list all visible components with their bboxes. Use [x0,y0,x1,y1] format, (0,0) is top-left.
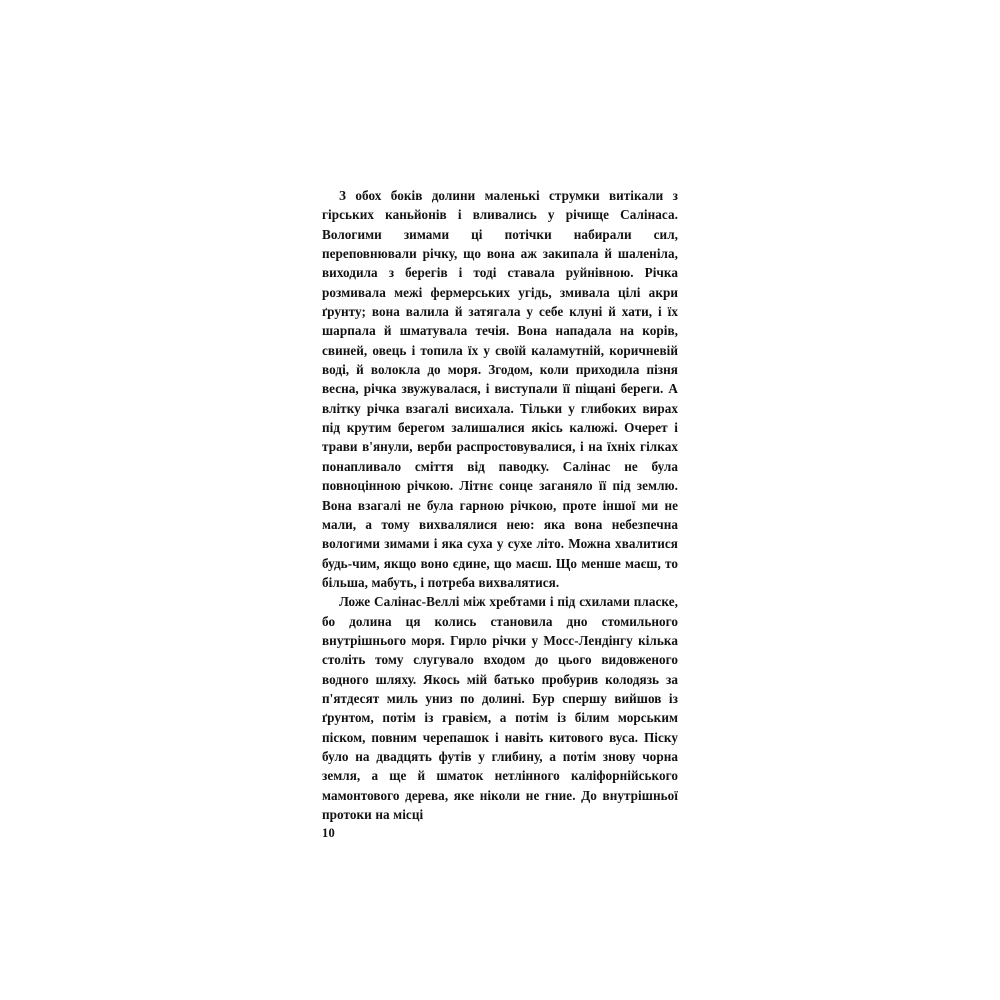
body-text [322,186,678,824]
paragraph-1: З обох боків долини маленькі струмки витікали з гірських каньйонів і вливались у річище Салінаса. Вологими зимами ці потічки набирали сил, переповнювали річку, що вона аж закипала й шаленіла, виходила з берегів і тоді ставала руйнівною. Річка розмивала межі фермерських угідь, змивала цілі акри ґрунту; вона валила й затягала у себе клуні й хати, і їх шарпала й шматувала течія. Вона нападала на корів, свиней, овець і топила їх у своїй каламутній, коричневій воді, й волокла до моря. Згодом, коли приходила пізня весна, річка звужувалася, і виступали її піщані береги. А влітку річка взагалі висихала. Тільки у глибоких вирах під крутим берегом залишалися якісь калюжі. Очерет і трави в'янули, верби распростовувалися, і на їхніх гілках понапливало сміття від паводку. Салінас не була повноцінною річкою. Літнє сонце заганяло її під землю. Вона взагалі не була гарною річкою, проте іншої ми не мали, а тому вихвалялися нею: яка вона небезпечна вологими зимами і яка суха у сухе літо. Можна хвалитися будь-чим, якщо воно єдине, що маєш. Що менше маєш, то більша, мабуть, і потреба вихвалятися. [322,188,678,590]
page-number: 10 [322,826,336,840]
paragraph-2: Ложе Салінас-Веллі між хребтами і під схилами пласке, бо долина ця колись становила дно стомильного внутрішнього моря. Гирло річки у Мосс-Лендінгу кілька століть тому слугувало входом до цього видовженого водного шляху. Якось мій батько пробурив колодязь за п'ятдесят миль униз по долині. Бур спершу вийшов із ґрунтом, потім із гравієм, а потім із білим морським піском, повним черепашок і навіть китового вуса. Піску було на двадцять футів у глибину, а потім знову чорна земля, а ще й шматок нетлінного каліфорнійського мамонтового дерева, яке ніколи не гние. До внутрішньої протоки на місці [322,594,678,822]
